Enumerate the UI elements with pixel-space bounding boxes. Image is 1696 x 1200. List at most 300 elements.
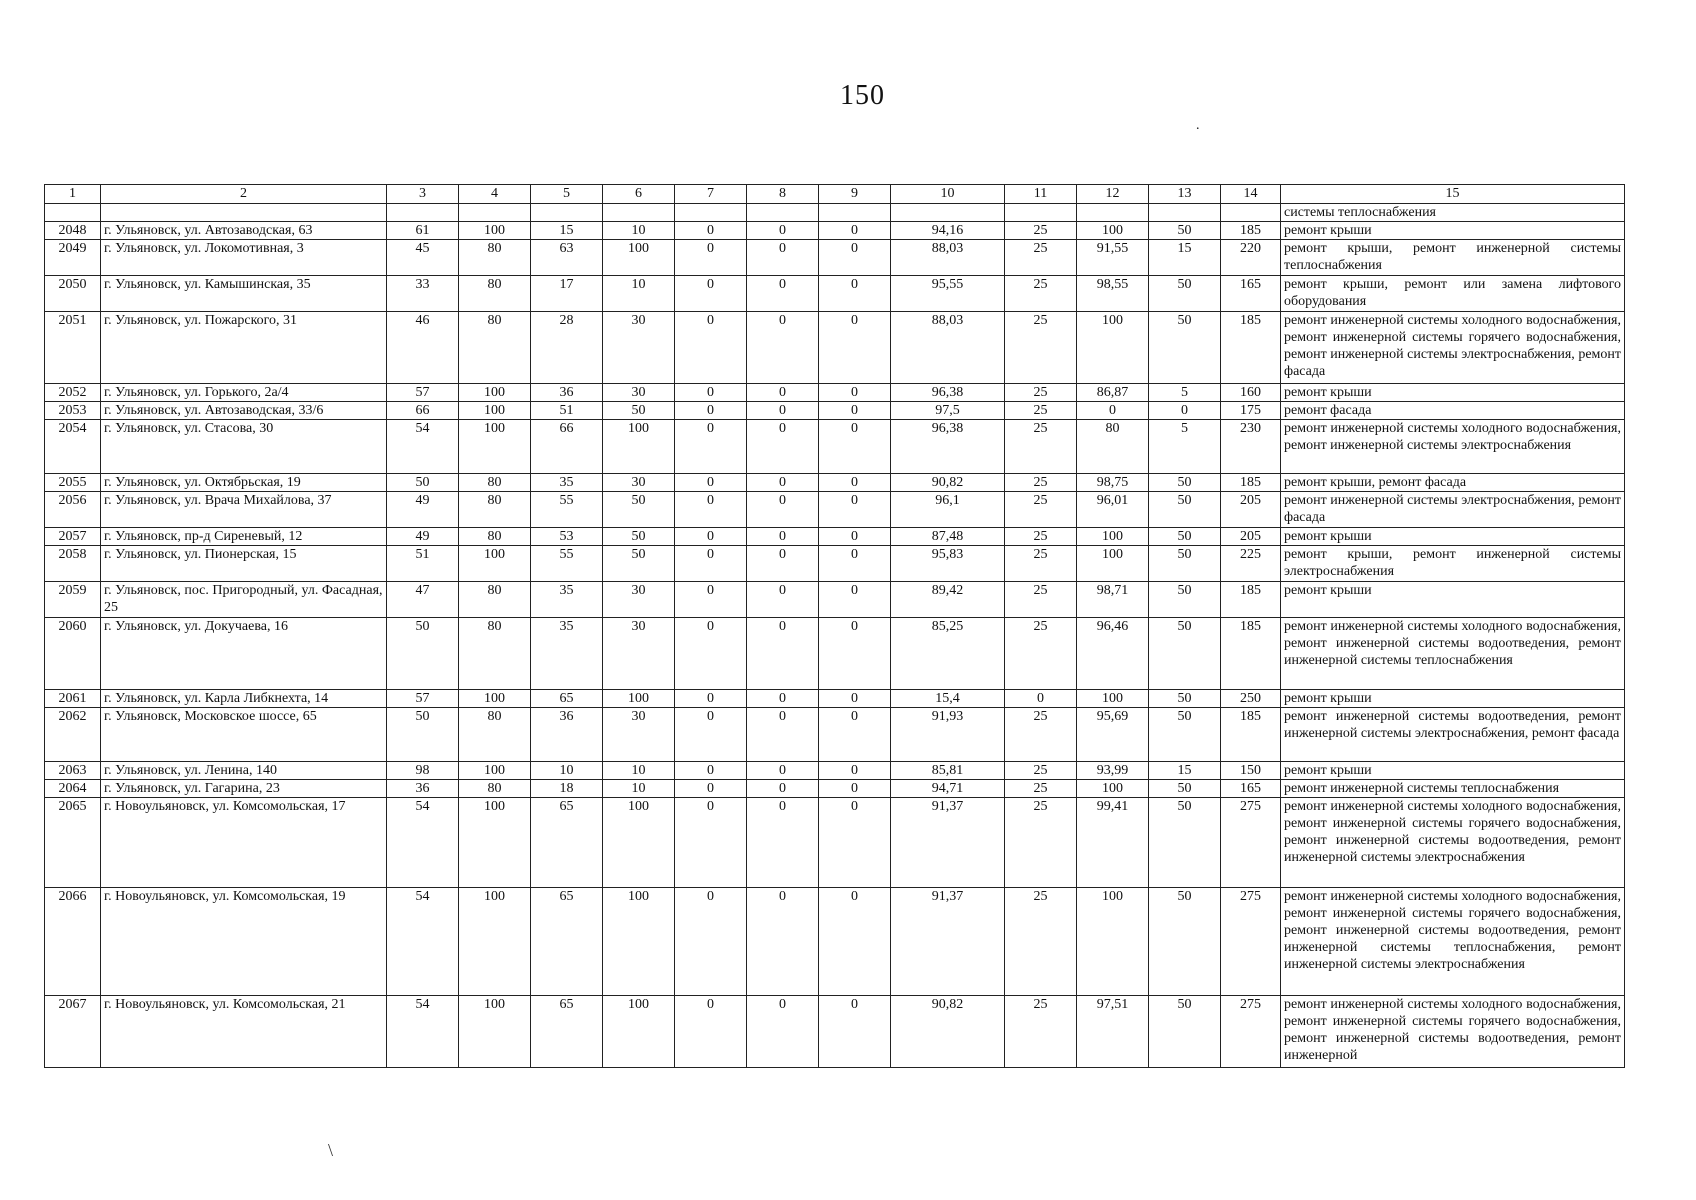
col-3: 33 — [387, 276, 459, 312]
row-number: 2061 — [45, 690, 101, 708]
continuation-row — [45, 204, 1625, 222]
col-7: 0 — [675, 888, 747, 996]
address: г. Ульяновск, ул. Карла Либкнехта, 14 — [101, 690, 387, 708]
row-number: 2063 — [45, 762, 101, 780]
col-7: 0 — [675, 492, 747, 528]
col-11: 25 — [1005, 402, 1077, 420]
col-6: 50 — [603, 528, 675, 546]
col-11: 25 — [1005, 582, 1077, 618]
col-11: 25 — [1005, 780, 1077, 798]
table-row — [45, 240, 1625, 276]
col-header: 4 — [459, 185, 531, 204]
address: г. Ульяновск, ул. Докучаева, 16 — [101, 618, 387, 690]
register-body — [45, 185, 1625, 1068]
col-7: 0 — [675, 762, 747, 780]
row-number: 2057 — [45, 528, 101, 546]
col-7: 0 — [675, 528, 747, 546]
col-8: 0 — [747, 492, 819, 528]
col-13: 50 — [1149, 222, 1221, 240]
col-7: 0 — [675, 996, 747, 1068]
table-row — [45, 402, 1625, 420]
col-12: 95,69 — [1077, 708, 1149, 762]
row-number: 2066 — [45, 888, 101, 996]
col-5: 35 — [531, 618, 603, 690]
col-6: 30 — [603, 312, 675, 384]
col-14: 275 — [1221, 996, 1281, 1068]
col-5: 36 — [531, 708, 603, 762]
col-header: 3 — [387, 185, 459, 204]
col-6: 50 — [603, 402, 675, 420]
col-4: 80 — [459, 240, 531, 276]
table-row — [45, 420, 1625, 474]
row-number: 2056 — [45, 492, 101, 528]
col-7: 0 — [675, 708, 747, 762]
col-13: 50 — [1149, 888, 1221, 996]
table-row — [45, 582, 1625, 618]
col-7: 0 — [675, 402, 747, 420]
row-number: 2059 — [45, 582, 101, 618]
col-7: 0 — [675, 780, 747, 798]
col-header: 15 — [1281, 185, 1625, 204]
col-header: 10 — [891, 185, 1005, 204]
col-header: 12 — [1077, 185, 1149, 204]
register-table — [44, 184, 1625, 1068]
col-6: 30 — [603, 582, 675, 618]
col-14: 150 — [1221, 762, 1281, 780]
col-header: 11 — [1005, 185, 1077, 204]
col-13: 50 — [1149, 546, 1221, 582]
col-12: 91,55 — [1077, 240, 1149, 276]
col-5: 36 — [531, 384, 603, 402]
col-7: 0 — [675, 618, 747, 690]
col-3: 50 — [387, 618, 459, 690]
work-description: ремонт инженерной системы холодного водоснабжения, ремонт инженерной системы электроснабжения — [1281, 420, 1625, 474]
row-number: 2065 — [45, 798, 101, 888]
col-6: 30 — [603, 708, 675, 762]
col-10: 95,55 — [891, 276, 1005, 312]
col-header: 14 — [1221, 185, 1281, 204]
col-4: 80 — [459, 528, 531, 546]
col-8: 0 — [747, 240, 819, 276]
row-number: 2048 — [45, 222, 101, 240]
col-8: 0 — [747, 996, 819, 1068]
address: г. Ульяновск, пос. Пригородный, ул. Фасадная, 25 — [101, 582, 387, 618]
row-number: 2060 — [45, 618, 101, 690]
col-3: 49 — [387, 528, 459, 546]
col-4: 100 — [459, 402, 531, 420]
col-13: 50 — [1149, 492, 1221, 528]
col-8: 0 — [747, 582, 819, 618]
col-4: 80 — [459, 276, 531, 312]
col-3: 49 — [387, 492, 459, 528]
table-row — [45, 546, 1625, 582]
address: г. Ульяновск, ул. Гагарина, 23 — [101, 780, 387, 798]
col-5: 15 — [531, 222, 603, 240]
col-8: 0 — [747, 708, 819, 762]
col-14: 185 — [1221, 474, 1281, 492]
work-description: ремонт инженерной системы холодного водоснабжения, ремонт инженерной системы горячего водоснабжения, ремонт инженерной системы водоотведения, ремонт инженерной системы электроснабжения — [1281, 798, 1625, 888]
col-9: 0 — [819, 474, 891, 492]
col-12: 98,55 — [1077, 276, 1149, 312]
col-8: 0 — [747, 420, 819, 474]
col-7: 0 — [675, 240, 747, 276]
col-3: 57 — [387, 690, 459, 708]
col-7: 0 — [675, 276, 747, 312]
col-12: 98,71 — [1077, 582, 1149, 618]
col-8: 0 — [747, 402, 819, 420]
col-12: 97,51 — [1077, 996, 1149, 1068]
work-description: ремонт крыши — [1281, 222, 1625, 240]
column-number-row — [45, 185, 1625, 204]
col-6: 100 — [603, 240, 675, 276]
col-9: 0 — [819, 690, 891, 708]
col-14: 205 — [1221, 492, 1281, 528]
col-11: 25 — [1005, 762, 1077, 780]
col-10: 88,03 — [891, 312, 1005, 384]
table-row — [45, 798, 1625, 888]
col-14: 175 — [1221, 402, 1281, 420]
col-6: 100 — [603, 888, 675, 996]
col-4: 100 — [459, 420, 531, 474]
address: г. Ульяновск, ул. Стасова, 30 — [101, 420, 387, 474]
table-row — [45, 888, 1625, 996]
col-3: 47 — [387, 582, 459, 618]
col-3: 54 — [387, 888, 459, 996]
col-10: 90,82 — [891, 996, 1005, 1068]
col-6: 30 — [603, 618, 675, 690]
col-3: 36 — [387, 780, 459, 798]
col-14: 275 — [1221, 798, 1281, 888]
col-11: 25 — [1005, 798, 1077, 888]
col-9: 0 — [819, 420, 891, 474]
row-number: 2053 — [45, 402, 101, 420]
col-5: 53 — [531, 528, 603, 546]
col-10: 96,38 — [891, 384, 1005, 402]
col-13: 50 — [1149, 996, 1221, 1068]
col-11: 25 — [1005, 708, 1077, 762]
address: г. Ульяновск, ул. Автозаводская, 63 — [101, 222, 387, 240]
work-description: ремонт фасада — [1281, 402, 1625, 420]
col-3: 54 — [387, 996, 459, 1068]
col-8: 0 — [747, 276, 819, 312]
work-description: ремонт инженерной системы холодного водоснабжения, ремонт инженерной системы горячего водоснабжения, ремонт инженерной системы водоотведения, ремонт инженерной — [1281, 996, 1625, 1068]
col-8: 0 — [747, 384, 819, 402]
col-11: 25 — [1005, 384, 1077, 402]
col-13: 50 — [1149, 618, 1221, 690]
col-9: 0 — [819, 546, 891, 582]
col-3: 50 — [387, 708, 459, 762]
col-8: 0 — [747, 222, 819, 240]
col-10: 94,16 — [891, 222, 1005, 240]
col-7: 0 — [675, 312, 747, 384]
col-8: 0 — [747, 546, 819, 582]
address: г. Ульяновск, ул. Горького, 2а/4 — [101, 384, 387, 402]
col-11: 25 — [1005, 492, 1077, 528]
col-11: 25 — [1005, 222, 1077, 240]
col-8: 0 — [747, 618, 819, 690]
col-13: 5 — [1149, 384, 1221, 402]
col-9: 0 — [819, 240, 891, 276]
col-10: 90,82 — [891, 474, 1005, 492]
col-13: 50 — [1149, 276, 1221, 312]
col-9: 0 — [819, 762, 891, 780]
col-header: 9 — [819, 185, 891, 204]
col-12: 86,87 — [1077, 384, 1149, 402]
col-12: 100 — [1077, 312, 1149, 384]
col-10: 88,03 — [891, 240, 1005, 276]
col-3: 45 — [387, 240, 459, 276]
row-number: 2055 — [45, 474, 101, 492]
work-description: ремонт крыши — [1281, 384, 1625, 402]
table-row — [45, 276, 1625, 312]
address: г. Новоульяновск, ул. Комсомольская, 19 — [101, 888, 387, 996]
page-number: 150 — [840, 80, 885, 111]
col-6: 30 — [603, 384, 675, 402]
col-10: 95,83 — [891, 546, 1005, 582]
col-6: 10 — [603, 276, 675, 312]
col-4: 100 — [459, 690, 531, 708]
col-7: 0 — [675, 222, 747, 240]
work-description: ремонт крыши — [1281, 582, 1625, 618]
col-12: 96,01 — [1077, 492, 1149, 528]
col-11: 25 — [1005, 996, 1077, 1068]
col-8: 0 — [747, 528, 819, 546]
row-number: 2064 — [45, 780, 101, 798]
col-12: 0 — [1077, 402, 1149, 420]
col-12: 100 — [1077, 780, 1149, 798]
col-6: 50 — [603, 546, 675, 582]
col-header: 7 — [675, 185, 747, 204]
col-12: 100 — [1077, 888, 1149, 996]
col-11: 25 — [1005, 420, 1077, 474]
col-10: 91,37 — [891, 888, 1005, 996]
col-6: 10 — [603, 222, 675, 240]
col-12: 80 — [1077, 420, 1149, 474]
row-number: 2058 — [45, 546, 101, 582]
col-13: 50 — [1149, 528, 1221, 546]
col-7: 0 — [675, 474, 747, 492]
col-11: 25 — [1005, 474, 1077, 492]
col-header: 2 — [101, 185, 387, 204]
col-10: 96,1 — [891, 492, 1005, 528]
col-4: 100 — [459, 888, 531, 996]
col-12: 100 — [1077, 528, 1149, 546]
table-row — [45, 528, 1625, 546]
col-7: 0 — [675, 546, 747, 582]
col-12: 93,99 — [1077, 762, 1149, 780]
address: г. Ульяновск, ул. Пожарского, 31 — [101, 312, 387, 384]
col-5: 66 — [531, 420, 603, 474]
work-description: ремонт инженерной системы холодного водоснабжения, ремонт инженерной системы горячего водоснабжения, ремонт инженерной системы электроснабжения, ремонт фасада — [1281, 312, 1625, 384]
work-description: ремонт инженерной системы теплоснабжения — [1281, 780, 1625, 798]
col-9: 0 — [819, 384, 891, 402]
address: г. Ульяновск, ул. Автозаводская, 33/6 — [101, 402, 387, 420]
col-12: 100 — [1077, 690, 1149, 708]
col-5: 28 — [531, 312, 603, 384]
col-7: 0 — [675, 690, 747, 708]
col-header: 8 — [747, 185, 819, 204]
col-9: 0 — [819, 708, 891, 762]
col-13: 50 — [1149, 690, 1221, 708]
col-13: 50 — [1149, 798, 1221, 888]
col-12: 99,41 — [1077, 798, 1149, 888]
table-row — [45, 492, 1625, 528]
col-7: 0 — [675, 582, 747, 618]
address: г. Ульяновск, ул. Пионерская, 15 — [101, 546, 387, 582]
address: г. Ульяновск, ул. Октябрьская, 19 — [101, 474, 387, 492]
col-14: 220 — [1221, 240, 1281, 276]
col-4: 80 — [459, 708, 531, 762]
col-9: 0 — [819, 996, 891, 1068]
address: г. Ульяновск, ул. Врача Михайлова, 37 — [101, 492, 387, 528]
work-description: ремонт инженерной системы водоотведения, ремонт инженерной системы электроснабжения, ремонт фасада — [1281, 708, 1625, 762]
col-13: 50 — [1149, 780, 1221, 798]
col-8: 0 — [747, 888, 819, 996]
col-13: 15 — [1149, 762, 1221, 780]
address: г. Новоульяновск, ул. Комсомольская, 21 — [101, 996, 387, 1068]
col-14: 250 — [1221, 690, 1281, 708]
col-5: 55 — [531, 546, 603, 582]
col-4: 100 — [459, 996, 531, 1068]
col-3: 61 — [387, 222, 459, 240]
col-14: 165 — [1221, 780, 1281, 798]
col-14: 230 — [1221, 420, 1281, 474]
col-7: 0 — [675, 798, 747, 888]
col-7: 0 — [675, 384, 747, 402]
work-description: ремонт инженерной системы холодного водоснабжения, ремонт инженерной системы водоотведения, ремонт инженерной системы теплоснабжения — [1281, 618, 1625, 690]
work-description: ремонт инженерной системы холодного водоснабжения, ремонт инженерной системы горячего водоснабжения, ремонт инженерной системы водоотведения, ремонт инженерной системы теплоснабжения, ремонт инженерной системы электроснабжения — [1281, 888, 1625, 996]
col-13: 50 — [1149, 474, 1221, 492]
col-14: 185 — [1221, 582, 1281, 618]
col-5: 51 — [531, 402, 603, 420]
col-header: 13 — [1149, 185, 1221, 204]
col-9: 0 — [819, 780, 891, 798]
col-3: 54 — [387, 420, 459, 474]
table-row — [45, 996, 1625, 1068]
col-14: 275 — [1221, 888, 1281, 996]
col-6: 50 — [603, 492, 675, 528]
col-11: 25 — [1005, 618, 1077, 690]
col-13: 50 — [1149, 582, 1221, 618]
col-5: 35 — [531, 474, 603, 492]
address: г. Новоульяновск, ул. Комсомольская, 17 — [101, 798, 387, 888]
col-6: 10 — [603, 780, 675, 798]
col-13: 0 — [1149, 402, 1221, 420]
col-14: 185 — [1221, 312, 1281, 384]
col-11: 25 — [1005, 546, 1077, 582]
col-5: 10 — [531, 762, 603, 780]
col-5: 35 — [531, 582, 603, 618]
row-number: 2062 — [45, 708, 101, 762]
col-header: 5 — [531, 185, 603, 204]
col-13: 5 — [1149, 420, 1221, 474]
address: г. Ульяновск, пр-д Сиреневый, 12 — [101, 528, 387, 546]
col-3: 54 — [387, 798, 459, 888]
col-8: 0 — [747, 312, 819, 384]
col-9: 0 — [819, 618, 891, 690]
col-11: 25 — [1005, 240, 1077, 276]
col-4: 100 — [459, 384, 531, 402]
col-6: 10 — [603, 762, 675, 780]
col-header: 6 — [603, 185, 675, 204]
table-row — [45, 708, 1625, 762]
col-8: 0 — [747, 762, 819, 780]
col-10: 97,5 — [891, 402, 1005, 420]
col-8: 0 — [747, 474, 819, 492]
col-10: 94,71 — [891, 780, 1005, 798]
col-4: 80 — [459, 618, 531, 690]
address: г. Ульяновск, ул. Ленина, 140 — [101, 762, 387, 780]
col-9: 0 — [819, 582, 891, 618]
row-number: 2054 — [45, 420, 101, 474]
col-6: 100 — [603, 996, 675, 1068]
table-row — [45, 780, 1625, 798]
col-4: 80 — [459, 780, 531, 798]
col-4: 80 — [459, 474, 531, 492]
col-4: 100 — [459, 762, 531, 780]
row-number: 2067 — [45, 996, 101, 1068]
stray-dot: . — [1196, 118, 1200, 133]
col-14: 225 — [1221, 546, 1281, 582]
col-14: 185 — [1221, 618, 1281, 690]
table-row — [45, 222, 1625, 240]
col-3: 50 — [387, 474, 459, 492]
address: г. Ульяновск, ул. Локомотивная, 3 — [101, 240, 387, 276]
col-10: 91,37 — [891, 798, 1005, 888]
work-description: ремонт крыши — [1281, 528, 1625, 546]
col-10: 91,93 — [891, 708, 1005, 762]
address: г. Ульяновск, ул. Камышинская, 35 — [101, 276, 387, 312]
table-row — [45, 762, 1625, 780]
work-description: ремонт крыши — [1281, 762, 1625, 780]
col-9: 0 — [819, 798, 891, 888]
col-6: 100 — [603, 420, 675, 474]
col-4: 80 — [459, 492, 531, 528]
col-4: 80 — [459, 312, 531, 384]
col-9: 0 — [819, 528, 891, 546]
col-3: 57 — [387, 384, 459, 402]
col-14: 205 — [1221, 528, 1281, 546]
col-6: 100 — [603, 798, 675, 888]
work-description: ремонт крыши, ремонт фасада — [1281, 474, 1625, 492]
col-14: 185 — [1221, 222, 1281, 240]
col-5: 17 — [531, 276, 603, 312]
row-number: 2052 — [45, 384, 101, 402]
col-5: 65 — [531, 690, 603, 708]
table-row — [45, 690, 1625, 708]
row-number: 2049 — [45, 240, 101, 276]
col-11: 25 — [1005, 312, 1077, 384]
col-11: 25 — [1005, 276, 1077, 312]
col-14: 185 — [1221, 708, 1281, 762]
col-14: 160 — [1221, 384, 1281, 402]
row-number: 2051 — [45, 312, 101, 384]
work-description: ремонт крыши, ремонт или замена лифтового оборудования — [1281, 276, 1625, 312]
col-5: 18 — [531, 780, 603, 798]
col-11: 0 — [1005, 690, 1077, 708]
col-8: 0 — [747, 780, 819, 798]
col-13: 15 — [1149, 240, 1221, 276]
col-10: 85,25 — [891, 618, 1005, 690]
col-9: 0 — [819, 402, 891, 420]
col-10: 15,4 — [891, 690, 1005, 708]
col-9: 0 — [819, 276, 891, 312]
col-6: 30 — [603, 474, 675, 492]
col-11: 25 — [1005, 888, 1077, 996]
table-row — [45, 384, 1625, 402]
stray-mark: \ — [328, 1140, 334, 1160]
col-9: 0 — [819, 888, 891, 996]
